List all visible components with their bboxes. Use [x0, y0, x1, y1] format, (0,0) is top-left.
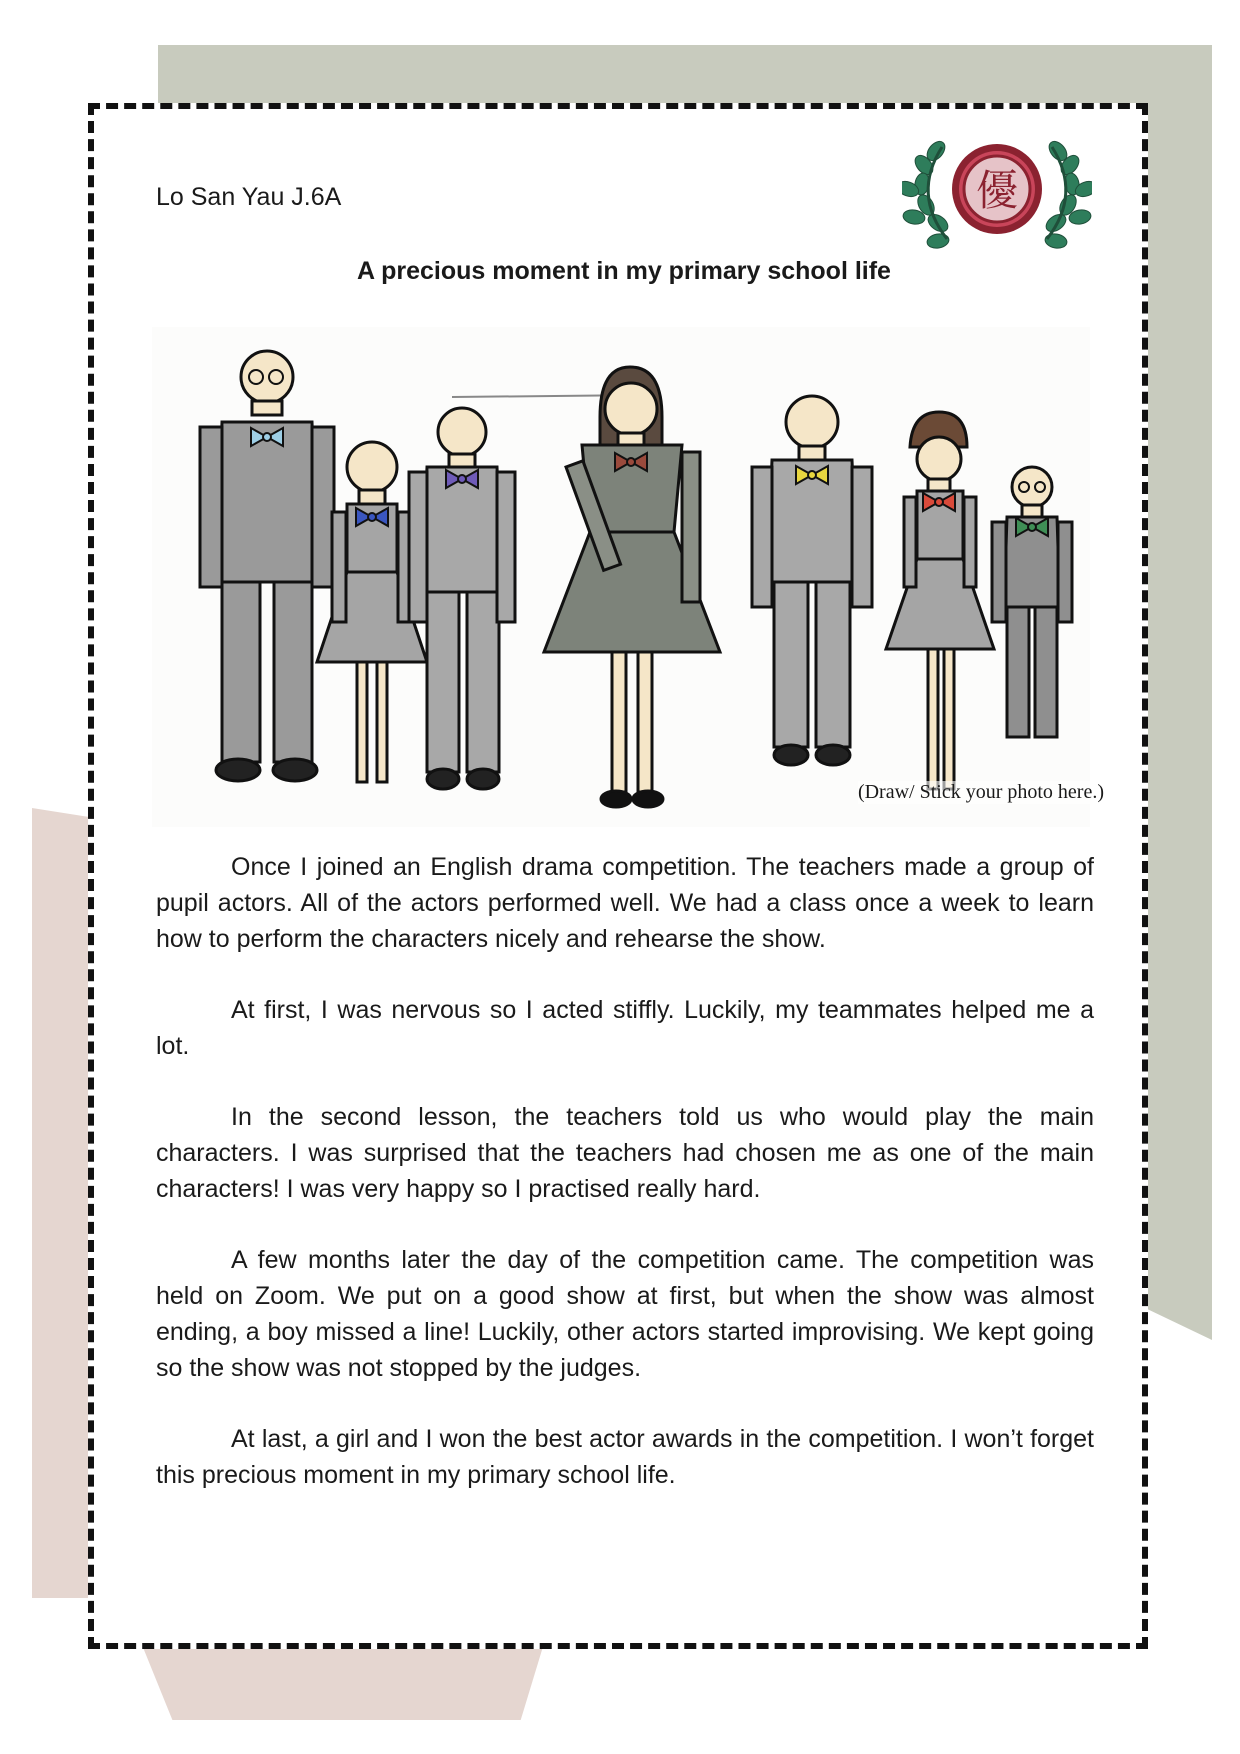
photo-caption: (Draw/ Stick your photo here.) [857, 781, 1104, 803]
essay-card [88, 103, 1148, 1649]
essay-paragraph: Once I joined an English drama competition. The teachers made a group of pupil actors. All of the actors performed well. We had a class once a week to learn how to perform the characters nicely and rehearse the show. [156, 853, 1094, 953]
author-line: Lo San Yau J.6A [156, 183, 342, 211]
essay-body [156, 849, 1094, 1528]
essay-paragraph: At last, a girl and I won the best actor awards in the competition. I won’t forget this precious moment in my primary school life. [156, 1425, 1094, 1489]
essay-paragraph: In the second lesson, the teachers told us who would play the main characters. I was surprised that the teachers had chosen me as one of the main characters! I was very happy so I practised really hard. [156, 1103, 1094, 1203]
essay-paragraph: A few months later the day of the competition came. The competition was held on Zoom. We put on a good show at first, but when the show was almost ending, a boy missed a line! Luckily, other actors started improvising. We kept going so the show was not stopped by the judges. [156, 1246, 1094, 1382]
essay-title: A precious moment in my primary school life [357, 257, 891, 285]
excellence-seal-icon [902, 139, 1092, 259]
background-pink-panel-bottom [140, 1640, 545, 1720]
essay-paragraph: At first, I was nervous so I acted stiffly. Luckily, my teammates helped me a lot. [156, 996, 1094, 1060]
drama-actors-drawing [152, 327, 1090, 827]
svg-text:優: 優 [975, 166, 1019, 215]
